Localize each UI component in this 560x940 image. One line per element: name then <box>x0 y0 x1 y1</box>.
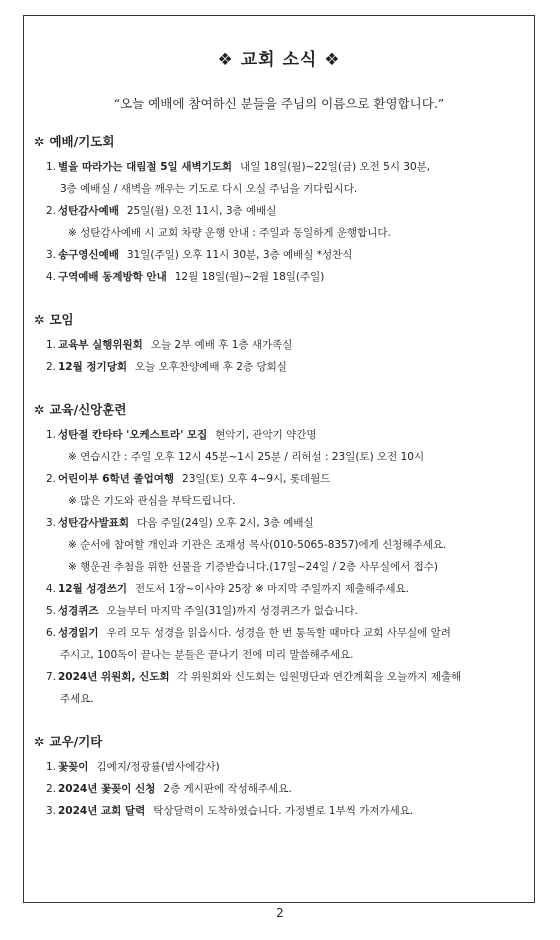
asterisk-bullet-icon: ✲ <box>34 312 45 327</box>
item-number: 3. <box>46 805 57 817</box>
item-list <box>24 756 534 822</box>
item-note: ※ 성탄감사예배 시 교회 차량 운행 안내 : 주일과 동일하게 운행합니다. <box>68 227 391 239</box>
item-name: 성경읽기 <box>58 627 99 639</box>
item-text: 23일(토) 오후 4~9시, 롯데월드 <box>182 473 331 485</box>
item-number: 4. <box>46 583 57 595</box>
item-note: ※ 많은 기도와 관심을 부탁드립니다. <box>68 495 236 507</box>
list-item <box>46 200 534 244</box>
news-section <box>24 732 534 822</box>
item-name: 2024년 위원회, 신도회 <box>58 671 170 683</box>
item-name: 12월 정기당회 <box>58 361 127 373</box>
item-name: 2024년 꽃꽂이 신청 <box>58 783 156 795</box>
list-item <box>46 424 534 468</box>
title-text: 교회 소식 <box>240 50 318 70</box>
item-number: 5. <box>46 605 57 617</box>
welcome-greeting: “오늘 예배에 참여하신 분들을 주님의 이름으로 환영합니다.” <box>113 96 445 111</box>
item-number: 7. <box>46 671 57 683</box>
section-heading <box>34 132 534 150</box>
list-item <box>46 468 534 512</box>
item-name: 성경퀴즈 <box>58 605 99 617</box>
list-item <box>46 356 534 378</box>
list-item <box>46 622 534 666</box>
list-item <box>46 156 534 200</box>
list-item <box>46 334 534 356</box>
list-item <box>46 778 534 800</box>
item-name: 12월 성경쓰기 <box>58 583 127 595</box>
item-number: 1. <box>46 161 57 173</box>
item-name: 어린이부 6학년 졸업여행 <box>58 473 175 485</box>
item-number: 6. <box>46 627 57 639</box>
item-text: 오늘 오후찬양예배 후 2층 당회실 <box>134 361 287 373</box>
list-item <box>46 266 534 288</box>
section-heading-text: 모임 <box>49 312 74 327</box>
item-name: 송구영신예배 <box>58 249 119 261</box>
item-number: 2. <box>46 473 57 485</box>
page-number: 2 <box>276 906 284 920</box>
list-item <box>46 666 534 710</box>
item-note: ※ 연습시간 : 주일 오후 12시 45분~1시 25분 / 리허설 : 23일(토) 오전 10시 <box>68 451 425 463</box>
item-list <box>24 424 534 710</box>
item-number: 2. <box>46 205 57 217</box>
diamond-ornament-icon: ❖ <box>324 50 341 70</box>
list-item <box>46 800 534 822</box>
asterisk-bullet-icon: ✲ <box>34 402 45 417</box>
item-list <box>24 156 534 288</box>
bulletin-frame <box>23 15 535 903</box>
item-number: 1. <box>46 339 57 351</box>
diamond-ornament-icon: ❖ <box>217 50 234 70</box>
item-text: 우리 모두 성경을 읽읍시다. 성경을 한 번 통독할 때마다 교회 사무실에 알려 <box>106 627 451 639</box>
item-text: 내일 18일(월)~22일(금) 오전 5시 30분, <box>240 161 431 173</box>
item-text: 다음 주일(24일) 오후 2시, 3층 예배실 <box>137 517 314 529</box>
item-text: 현악기, 관악기 약간명 <box>215 429 317 441</box>
list-item <box>46 600 534 622</box>
section-heading-text: 교우/기타 <box>49 734 103 749</box>
item-note: ※ 순서에 참여할 개인과 기관은 조재성 목사(010-5065-8357)에게 신청해주세요. <box>68 539 447 551</box>
news-section <box>24 400 534 710</box>
item-text: 오늘부터 마지막 주일(31일)까지 성경퀴즈가 없습니다. <box>106 605 358 617</box>
item-continuation: 3층 예배실 / 새벽을 깨우는 기도로 다시 오실 주님을 기다립시다. <box>60 183 358 195</box>
news-section <box>24 132 534 288</box>
item-text: 김예지/정광률(범사에감사) <box>96 761 220 773</box>
section-heading-text: 예배/기도회 <box>49 134 115 149</box>
item-text: 25일(월) 오전 11시, 3층 예배실 <box>126 205 277 217</box>
item-text: 각 위원회와 신도회는 임원명단과 연간계획을 오늘까지 제출해 <box>177 671 462 683</box>
item-name: 꽃꽂이 <box>58 761 89 773</box>
list-item <box>46 244 534 266</box>
item-number: 2. <box>46 361 57 373</box>
item-text: 31일(주일) 오후 11시 30분, 3층 예배실 *성찬식 <box>126 249 353 261</box>
news-section <box>24 310 534 378</box>
item-number: 4. <box>46 271 57 283</box>
section-heading <box>34 400 534 418</box>
item-name: 별을 따라가는 대림절 5일 새벽기도회 <box>58 161 233 173</box>
item-name: 성탄감사예배 <box>58 205 119 217</box>
item-number: 3. <box>46 249 57 261</box>
page-title <box>24 45 534 70</box>
item-number: 1. <box>46 761 57 773</box>
item-name: 구역예배 동계방학 안내 <box>58 271 167 283</box>
item-text: 12월 18일(월)~2월 18일(주일) <box>174 271 325 283</box>
item-continuation: 주시고, 100독이 끝나는 분들은 끝나기 전에 미리 말씀해주세요. <box>60 649 354 661</box>
item-number: 3. <box>46 517 57 529</box>
item-continuation: 주세요. <box>60 693 94 705</box>
item-text: 오늘 2부 예배 후 1층 새가족실 <box>150 339 293 351</box>
section-heading <box>34 732 534 750</box>
news-sections <box>24 132 534 822</box>
item-text: 2층 게시판에 작성해주세요. <box>163 783 292 795</box>
item-name: 성탄감사발표회 <box>58 517 130 529</box>
section-heading <box>34 310 534 328</box>
list-item <box>46 578 534 600</box>
asterisk-bullet-icon: ✲ <box>34 734 45 749</box>
item-number: 2. <box>46 783 57 795</box>
item-note: ※ 행운권 추첨을 위한 선물을 기증받습니다.(17일~24일 / 2층 사무실에서 접수) <box>68 561 438 573</box>
item-text: 탁상달력이 도착하였습니다. 가정별로 1부씩 가져가세요. <box>153 805 414 817</box>
list-item <box>46 756 534 778</box>
section-heading-text: 교육/신앙훈련 <box>49 402 127 417</box>
asterisk-bullet-icon: ✲ <box>34 134 45 149</box>
item-name: 2024년 교회 달력 <box>58 805 146 817</box>
item-list <box>24 334 534 378</box>
list-item <box>46 512 534 578</box>
item-number: 1. <box>46 429 57 441</box>
item-name: 성탄절 칸타타 '오케스트라' 모집 <box>58 429 208 441</box>
item-text: 전도서 1장~이사야 25장 ※ 마지막 주일까지 제출해주세요. <box>134 583 409 595</box>
item-name: 교육부 실행위원회 <box>58 339 143 351</box>
